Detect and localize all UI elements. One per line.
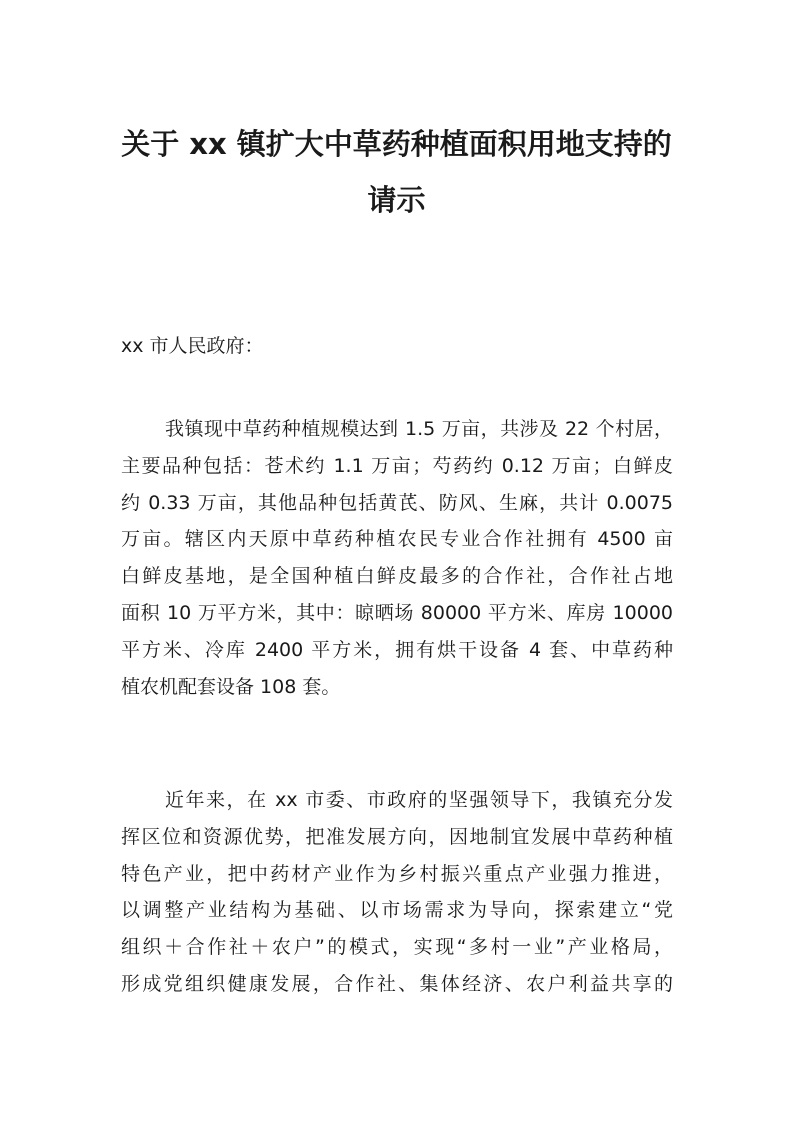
paragraph-line: 挥区位和资源优势，把准发展方向，因地制宜发展中草药种植 <box>121 825 673 848</box>
paragraph-1 <box>121 411 673 705</box>
paragraph-line: 白鲜皮基地，是全国种植白鲜皮最多的合作社，合作社占地 <box>121 565 673 588</box>
paragraph-line: 平方米、冷库 2400 平方米，拥有烘干设备 4 套、中草药种 <box>121 638 673 661</box>
paragraph-line: 约 0.33 万亩，其他品种包括黄芪、防风、生麻，共计 0.0075 <box>121 491 673 514</box>
title-line-2: 请示 <box>367 183 426 217</box>
paragraph-line: 主要品种包括：苍术约 1.1 万亩；芍药约 0.12 万亩；白鲜皮 <box>121 454 673 477</box>
paragraph-2 <box>121 782 673 1003</box>
paragraph-line: 组织＋合作社＋农户”的模式，实现“多村一业”产业格局， <box>121 936 673 959</box>
paragraph-line: 植农机配套设备 108 套。 <box>121 675 341 698</box>
paragraph-line: 面积 10 万平方米，其中：晾晒场 80000 平方米、库房 10000 <box>121 601 673 624</box>
paragraph-line: 特色产业，把中药材产业作为乡村振兴重点产业强力推进， <box>121 862 673 885</box>
paragraph-line: 我镇现中草药种植规模达到 1.5 万亩，共涉及 22 个村居， <box>165 418 673 440</box>
paragraph-line: 近年来，在 xx 市委、市政府的坚强领导下，我镇充分发 <box>165 789 673 811</box>
document-title <box>100 116 693 228</box>
salutation: xx 市人民政府： <box>121 335 264 357</box>
paragraph-line: 以调整产业结构为基础、以市场需求为导向，探索建立“党 <box>121 899 673 922</box>
paragraph-line: 形成党组织健康发展，合作社、集体经济、农户利益共享的 <box>121 972 673 995</box>
paragraph-line: 万亩。辖区内天原中草药种植农民专业合作社拥有 4500 亩 <box>121 528 673 551</box>
title-line-1: 关于 xx 镇扩大中草药种植面积用地支持的 <box>121 127 672 161</box>
